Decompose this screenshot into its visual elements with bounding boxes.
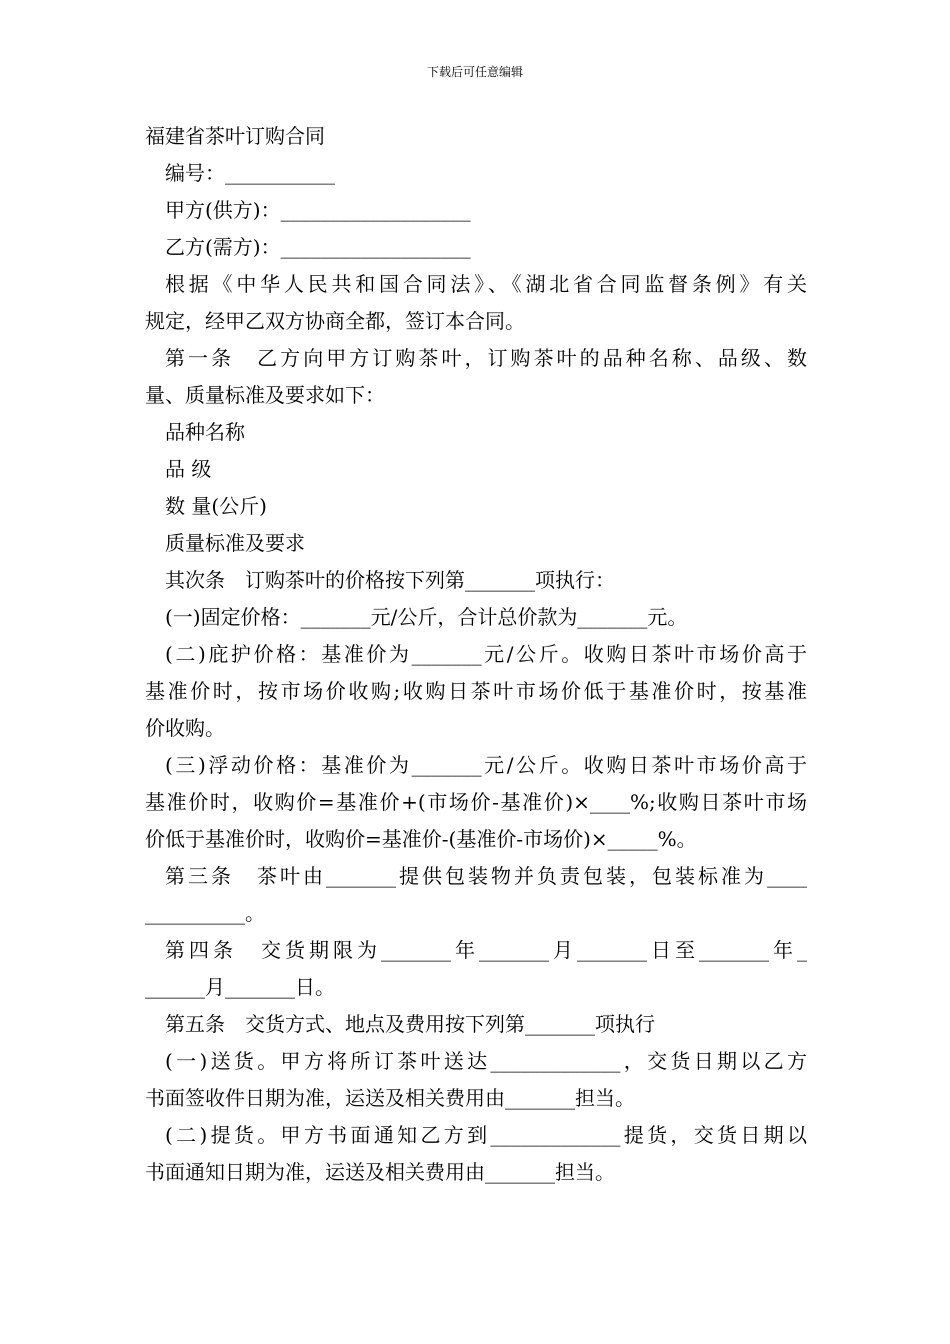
article-2-protect-price-3: 价收购。 [145, 716, 225, 740]
article-1-line-1: 第一条 乙方向甲方订购茶叶，订购茶叶的品种名称、品级、数 [165, 346, 807, 370]
article-2-protect-price-2: 基准价时，按市场价收购;收购日茶叶市场价低于基准价时，按基准 [145, 679, 807, 703]
preamble-line-1: 根据《中华人民共和国合同法》、《湖北省合同监督条例》有关 [165, 272, 807, 296]
article-2-float-price-2: 基准价时，收购价=基准价+(市场价-基准价)×____%;收购日茶叶市场 [145, 790, 807, 814]
article-2-float-price-1: (三)浮动价格：基准价为_______元/公斤。收购日茶叶市场价高于 [165, 753, 807, 777]
contract-number-line: 编号：___________ [165, 161, 335, 185]
article-4-line-1: 第四条 交货期限为_______年_______月_______日至_______年_ [165, 938, 807, 962]
article-5-delivery-2: 书面签收件日期为准，运送及相关费用由_______担当。 [145, 1086, 635, 1110]
item-variety-name: 品种名称 [165, 420, 245, 444]
article-2-protect-price-1: (二)庇护价格：基准价为_______元/公斤。收购日茶叶市场价高于 [165, 642, 807, 666]
item-quality-standard: 质量标准及要求 [165, 531, 305, 555]
article-1-line-2: 量、质量标准及要求如下： [145, 383, 385, 407]
article-5-pickup-1: (二)提货。甲方书面通知乙方到_____________提货，交货日期以 [165, 1123, 807, 1147]
contract-body [145, 118, 807, 1191]
article-2-fixed-price: (一)固定价格：_______元/公斤，合计总价款为_______元。 [165, 605, 688, 629]
item-quantity: 数 量(公斤) [165, 494, 267, 518]
page-header: 下载后可任意编辑 [426, 65, 523, 79]
article-5-line-1: 第五条 交货方式、地点及费用按下列第_______项执行 [165, 1012, 655, 1036]
article-4-line-2: ______月_______日。 [145, 975, 335, 999]
party-b-line: 乙方(需方)：___________________ [165, 235, 471, 259]
item-grade: 品 级 [165, 457, 212, 481]
article-3-line-2: __________。 [145, 901, 265, 925]
article-2-line-1: 其次条 订购茶叶的价格按下列第_______项执行： [165, 568, 615, 592]
document-title: 福建省茶叶订购合同 [145, 124, 325, 148]
article-3-line-1: 第三条 茶叶由_______提供包装物并负责包装，包装标准为____ [165, 864, 807, 888]
article-5-delivery-1: (一)送货。甲方将所订茶叶送达_____________，交货日期以乙方 [165, 1049, 807, 1073]
party-a-line: 甲方(供方)：___________________ [165, 198, 471, 222]
preamble-line-2: 规定，经甲乙双方协商全都，签订本合同。 [145, 309, 525, 333]
article-2-float-price-3: 价低于基准价时，收购价=基准价-(基准价-市场价)×_____%。 [145, 827, 697, 851]
article-5-pickup-2: 书面通知日期为准，运送及相关费用由_______担当。 [145, 1160, 615, 1184]
